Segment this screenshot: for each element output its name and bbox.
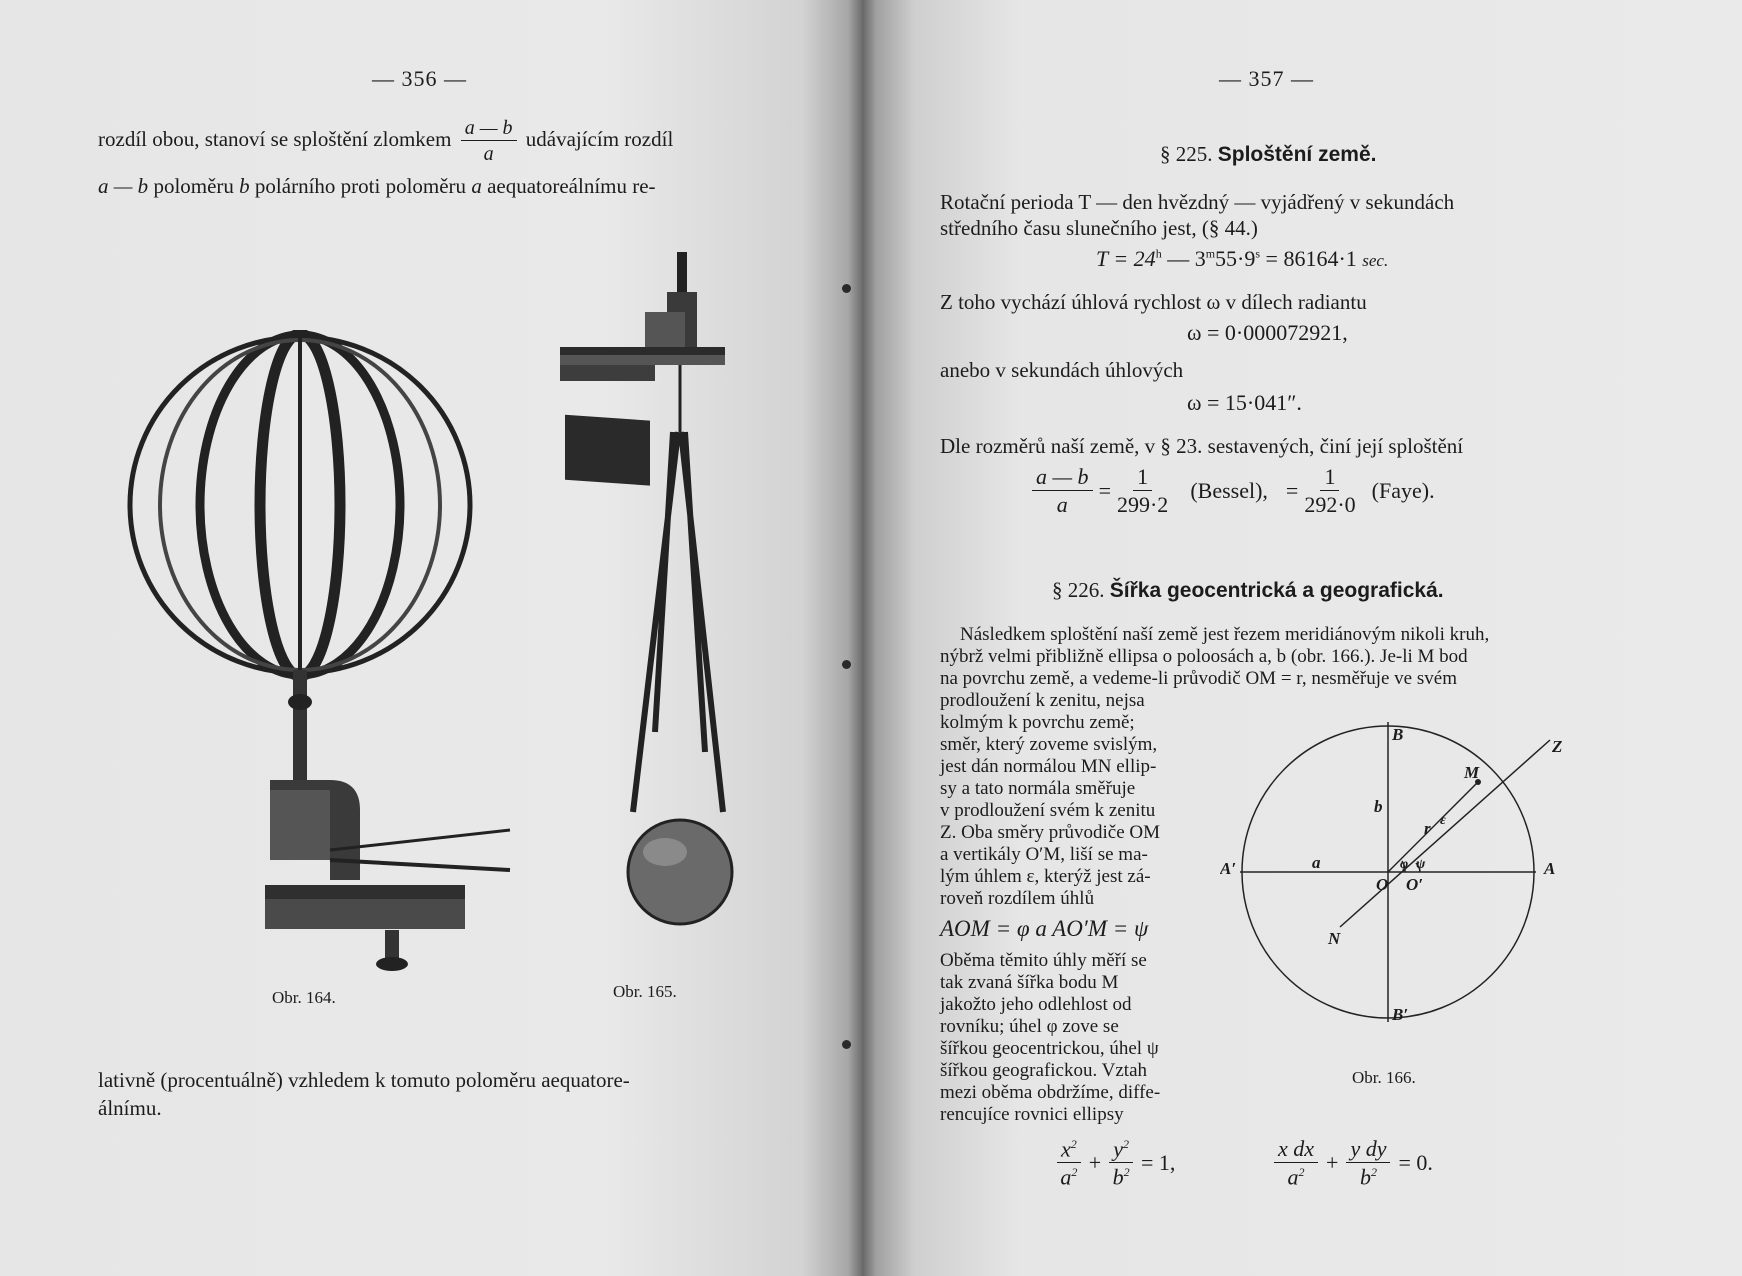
page-number: — 356 — bbox=[372, 66, 467, 91]
section-225-heading: § 225. Sploštění země. bbox=[1160, 142, 1377, 166]
label-M: M bbox=[1464, 763, 1480, 782]
figure-166-caption: Obr. 166. bbox=[1352, 1068, 1416, 1087]
intro-line-1: rozdíl obou, stanoví se sploštění zlomkem $\frac{a — b}{a}$ udávajícím rozdíl bbox=[98, 117, 674, 165]
binding-hole bbox=[842, 284, 851, 293]
figure-164-hoops bbox=[100, 330, 520, 980]
label-A: A bbox=[1544, 859, 1556, 878]
section-226-heading: § 226. Šířka geocentrická a geografická. bbox=[1052, 578, 1444, 602]
label-B: B bbox=[1392, 725, 1404, 744]
flattening-fraction: $\frac{a — b}{a}$ bbox=[461, 118, 517, 164]
paragraph-5-line-1: Následkem sploštění naší země jest řezem meridiánovým nikoli kruh, bbox=[960, 624, 1490, 645]
paragraph-1-line-2: středního času slunečního jest, (§ 44.) bbox=[940, 216, 1258, 240]
figure-165-apparatus bbox=[555, 252, 745, 952]
figure-165-caption: Obr. 165. bbox=[613, 982, 677, 1001]
equation-flattening-values: $\frac{a — b}{a}$ = $\frac{1}{299\cdot 2}$ (Bessel), = $\frac{1}{292\cdot 0}$ (Faye). bbox=[1032, 466, 1435, 516]
label-N: N bbox=[1328, 929, 1341, 948]
paragraph-5-line-3: na povrchu země, a vedeme-li průvodič OM = r, nesměřuje ve svém bbox=[940, 668, 1457, 689]
equation-sidereal-day: $T = 24^h$ — $3^m55\cdot 9^s = 86164\cdot 1$ sec. bbox=[1096, 246, 1389, 271]
label-A-prime: A′ bbox=[1220, 859, 1237, 878]
label-B-prime: B′ bbox=[1392, 1005, 1409, 1024]
intro-line-2: a — b poloměru b polárního proti poloměru a aequatoreálnímu re- bbox=[98, 174, 656, 198]
equation-omega-seconds: ω = 15·041″. bbox=[1187, 390, 1302, 415]
page-number: — 357 — bbox=[1219, 66, 1314, 91]
equation-omega-radians: ω = 0·000072921, bbox=[1187, 320, 1348, 345]
page-357 bbox=[862, 0, 1742, 1276]
paragraph-5-wrapped: prodloužení k zenitu, nejsa kolmým k povrchu země; směr, který zoveme svislým, jest dán normálou MN ellip- sy a tato normála směřuje v prodloužení svém k zenitu Z. Oba směry průvodiče OM a vertikály O′M, liší se ma- lým úhlem ε, kterýž jest zá- roveň rozdílem úhlů bbox=[940, 690, 1161, 909]
paragraph-3: anebo v sekundách úhlových bbox=[940, 358, 1184, 382]
label-epsilon: ε bbox=[1440, 813, 1446, 828]
binding-hole bbox=[842, 1040, 851, 1049]
bottom-line-2: álnímu. bbox=[98, 1096, 162, 1120]
binding-hole bbox=[842, 660, 851, 669]
label-b: b bbox=[1374, 797, 1383, 816]
label-a: a bbox=[1312, 853, 1321, 872]
figure-166-ellipse bbox=[1220, 722, 1600, 1062]
paragraph-4: Dle rozměrů naší země, v § 23. sestavených, činí její sploštění bbox=[940, 434, 1464, 458]
label-O: O bbox=[1376, 875, 1389, 894]
paragraph-1-line-1: Rotační perioda T — den hvězdný — vyjádřený v sekundách bbox=[940, 190, 1455, 214]
label-r: r bbox=[1424, 819, 1431, 838]
paragraph-6-wrapped: Oběma těmito úhly měří se tak zvaná šířka bodu M jakožto jeho odlehlost od rovníku; úhel φ zove se šířkou geocentrickou, úhel ψ šířkou geografickou. Vztah mezi oběma obdržíme, diffe- rencujíce rovnici ellipsy bbox=[940, 950, 1161, 1125]
normal-line bbox=[1340, 740, 1550, 927]
page-356 bbox=[0, 0, 862, 1276]
equation-ellipse-differential: $\frac{\text{x dx}}{a^2}$ + $\frac{\text{y dy}}{b^2}$ = 0. bbox=[1274, 1138, 1433, 1188]
figure-164-caption: Obr. 164. bbox=[272, 988, 336, 1007]
label-phi: φ bbox=[1400, 857, 1409, 872]
bottom-line-1: lativně (procentuálně) vzhledem k tomuto poloměru aequatore- bbox=[98, 1068, 630, 1092]
paragraph-5-line-2: nýbrž velmi přibližně ellipsa o poloosách a, b (obr. 166.). Je-li M bod bbox=[940, 646, 1468, 667]
label-psi: ψ bbox=[1416, 857, 1426, 872]
equation-angles: AOM = φ a AO′M = ψ bbox=[940, 916, 1149, 941]
equation-ellipse: $\frac{x^2}{a^2}$ + $\frac{y^2}{b^2}$ = 1, bbox=[1057, 1138, 1175, 1189]
label-O-prime: O′ bbox=[1406, 875, 1424, 894]
paragraph-2: Z toho vychází úhlová rychlost ω v dílech radiantu bbox=[940, 290, 1367, 314]
label-Z: Z bbox=[1552, 737, 1563, 756]
book-gutter bbox=[848, 0, 876, 1276]
